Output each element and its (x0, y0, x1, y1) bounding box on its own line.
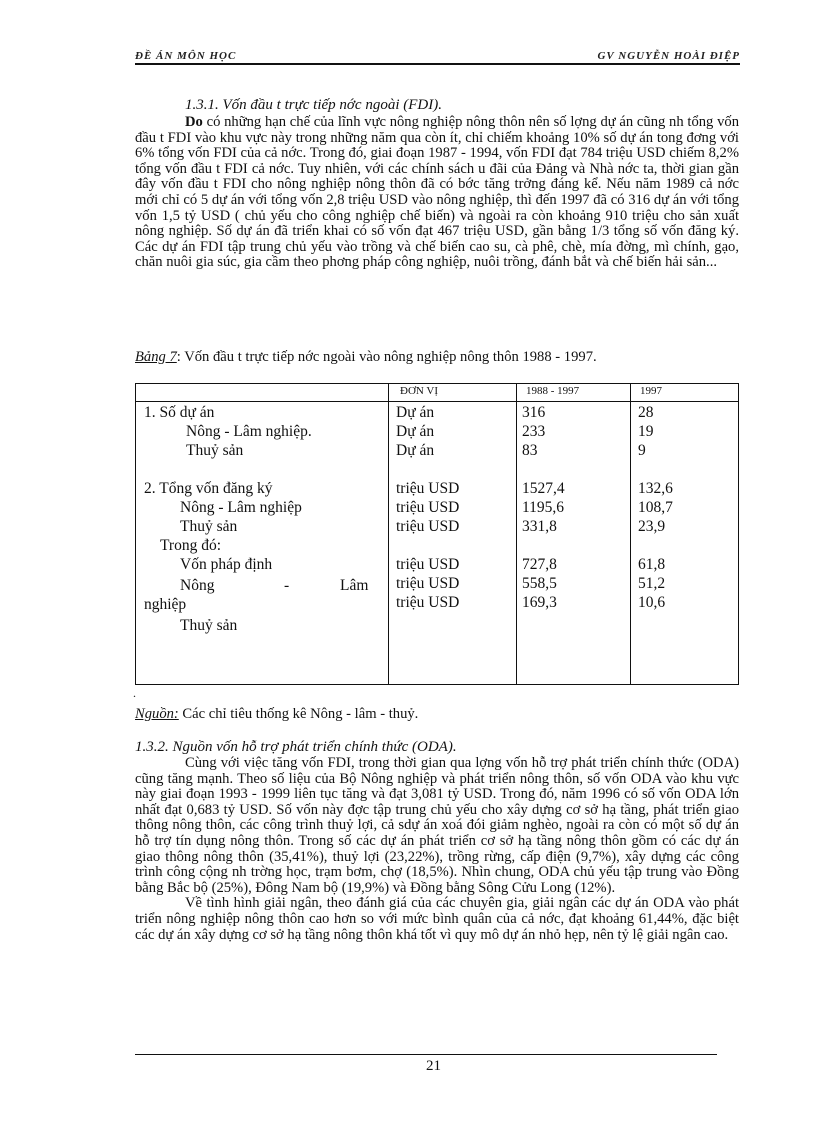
table-col-rule (630, 384, 631, 684)
cell-period: 169,3 (522, 594, 557, 611)
row-label: 1. Số dự án (144, 404, 215, 421)
fdi-table (135, 383, 739, 685)
row-unit: triệu USD (396, 594, 460, 611)
footer-rule (135, 1054, 717, 1055)
cell-year: 28 (638, 404, 654, 421)
table-caption (135, 350, 739, 365)
section-2-heading: 1.3.2. Nguồn vốn hỗ trợ phát triển chính thức (ODA). (135, 739, 457, 755)
cell-year: 108,7 (638, 499, 673, 516)
row-label: 2. Tổng vốn đăng ký (144, 480, 273, 497)
row-label: Trong đó: (160, 537, 222, 554)
row-label: Nông - Lâm nghiệp. (186, 423, 312, 440)
table-col-rule (388, 384, 389, 684)
row-label: Thuỷ sản (180, 617, 238, 634)
row-label: Nông - Lâm nghiệp (180, 499, 302, 516)
header-left: ĐỀ ÁN MÔN HỌC (135, 50, 237, 62)
source-text: Các chỉ tiêu thống kê Nông - lâm - thuỷ. (178, 706, 419, 722)
section-2-paragraph-2: Về tình hình giải ngân, theo đánh giá của các chuyên gia, giải ngân các dự án ODA vào phát triển nông nghiệp nông thôn cao hơn so với mức bình quân của cả nớc, đạt khoảng 61,44%, đặc biệt các dự án xây dựng cơ sở hạ tầng nông thôn khá tốt vì quy mô dự án nhỏ hẹp, nên tỷ lệ giải ngân cao. (135, 895, 739, 943)
row-unit: triệu USD (396, 518, 460, 535)
cell-period: 233 (522, 423, 546, 440)
row-label: nghiệp (144, 596, 187, 613)
row-label: Vốn pháp định (180, 556, 273, 573)
row-label: Lâm (340, 577, 369, 594)
row-unit: triệu USD (396, 499, 460, 516)
source-label: Nguồn: (135, 706, 179, 722)
cell-period: 331,8 (522, 518, 557, 535)
table-header-year: 1997 (640, 385, 662, 397)
cell-period: 1527,4 (522, 480, 565, 497)
row-unit: triệu USD (396, 480, 460, 497)
table-caption-label: Bảng 7 (135, 349, 177, 365)
section-1-body (135, 115, 739, 271)
cell-year: 19 (638, 423, 654, 440)
table-source (135, 706, 418, 723)
table-header-period: 1988 - 1997 (526, 385, 580, 397)
stray-dot: . (133, 686, 136, 700)
cell-year: 23,9 (638, 518, 666, 535)
row-unit: Dự án (396, 404, 435, 421)
cell-period: 1195,6 (522, 499, 565, 516)
cell-period: 316 (522, 404, 546, 421)
cell-year: 9 (638, 442, 646, 459)
section-1-heading: 1.3.1. Vốn đầu t trực tiếp nớc ngoài (FDI). (185, 97, 442, 113)
cell-year: 10,6 (638, 594, 666, 611)
page-number: 21 (426, 1058, 441, 1074)
header-right: GV NGUYỄN HOÀI ĐIỆP (597, 50, 740, 62)
row-label: Thuỷ sản (180, 518, 238, 535)
table-caption-text: : Vốn đầu t trực tiếp nớc ngoài vào nông nghiệp nông thôn 1988 - 1997. (176, 349, 597, 365)
section-2-paragraph-1: Cùng với việc tăng vốn FDI, trong thời gian qua lợng vốn hỗ trợ phát triển chính thức (ODA) cũng tăng mạnh. Theo số liệu của Bộ Nông nghiệp và phát triển nông thôn, số vốn ODA vào khu vực này giai đoạn 1993 - 1999 liên tục tăng và đạt 3,081 tỷ USD. Trong đó, năm 1996 có số vốn ODA lớn nhất đạt 0,683 tỷ USD. Số vốn này đợc tập trung chủ yếu cho xây dựng cơ sở hạ tầng, phát triển giao thông nông thôn, các công trình thuỷ lợi, cả sdự án xoá đói giảm nghèo, ngoài ra còn có một số dự án hỗ trợ tín dụng nông thôn. Trong số các dự án phát triển cơ sở hạ tầng nông thôn gồm có các dự án giao thông nông thôn (35,41%), thuỷ lợi (23,22%), trồng rừng, cấp điện (9,7%), xây dựng các công trình công cộng nh trờng học, trạm bơm, chợ (18,5%). Nhìn chung, ODA chủ yếu tập trung vào Đồng bằng Bắc bộ (25%), Đông Nam bộ (19,9%) và Đồng bằng Sông Cửu Long (12%). (135, 755, 739, 896)
cell-period: 727,8 (522, 556, 557, 573)
para-lead: Do (185, 114, 203, 130)
row-unit: Dự án (396, 442, 435, 459)
row-label: Thuỷ sản (186, 442, 244, 459)
table-header-rule (136, 401, 738, 402)
page-header (135, 50, 740, 66)
row-unit: Dự án (396, 423, 435, 440)
row-label: Nông (180, 577, 215, 594)
row-unit: triệu USD (396, 556, 460, 573)
section-1-paragraph (135, 115, 739, 271)
cell-period: 558,5 (522, 575, 557, 592)
row-label: - (284, 577, 290, 594)
section-2-body (135, 756, 739, 943)
cell-year: 51,2 (638, 575, 666, 592)
cell-year: 61,8 (638, 556, 666, 573)
header-rule (135, 63, 740, 65)
cell-period: 83 (522, 442, 538, 459)
cell-year: 132,6 (638, 480, 673, 497)
table-header-unit: ĐƠN VỊ (400, 385, 438, 397)
para-rest: có những hạn chế của lĩnh vực nông nghiệp nông thôn nên số lợng dự án cũng nh tổng vốn đầu t FDI vào khu vực này trong những năm qua còn ít, chỉ chiếm khoảng 10% số dự án tong đơng với 6% tổng vốn FDI của cả nớc. Trong đó, giai đoạn 1987 - 1994, vốn FDI đạt 784 triệu USD chiếm 8,2% tổng vốn đầu t FDI cả nớc. Tuy nhiên, với các chính sách u đãi của Đảng và Nhà nớc ta, thời gian gần đây vốn đầu t FDI cho nông nghiệp nông thôn đã có bớc tăng trởng đáng kể. Nếu năm 1989 cả nớc mới chỉ có 5 dự án với tổng vốn 2,8 triệu USD vào nông nghiệp, thì đến 1997 đã có 316 dự án với tổng vốn 1,5 tỷ USD ( chủ yếu cho công nghiệp chế biến) và ngoài ra còn khoảng 910 triệu cho sản xuất nông nghiệp. Số dự án đã triển khai có số vốn đạt 467 triệu USD, gần bằng 1/3 tổng số vốn đăng ký. Các dự án FDI tập trung chủ yếu vào trồng và chế biến cao su, cà phê, chè, mía đờng, mì chính, gạo, chăn nuôi gia súc, gia cầm theo phơng pháp công nghiệp, nuôi trồng, đánh bắt và chế biến hải sản... (135, 114, 739, 271)
table-col-rule (516, 384, 517, 684)
row-unit: triệu USD (396, 575, 460, 592)
